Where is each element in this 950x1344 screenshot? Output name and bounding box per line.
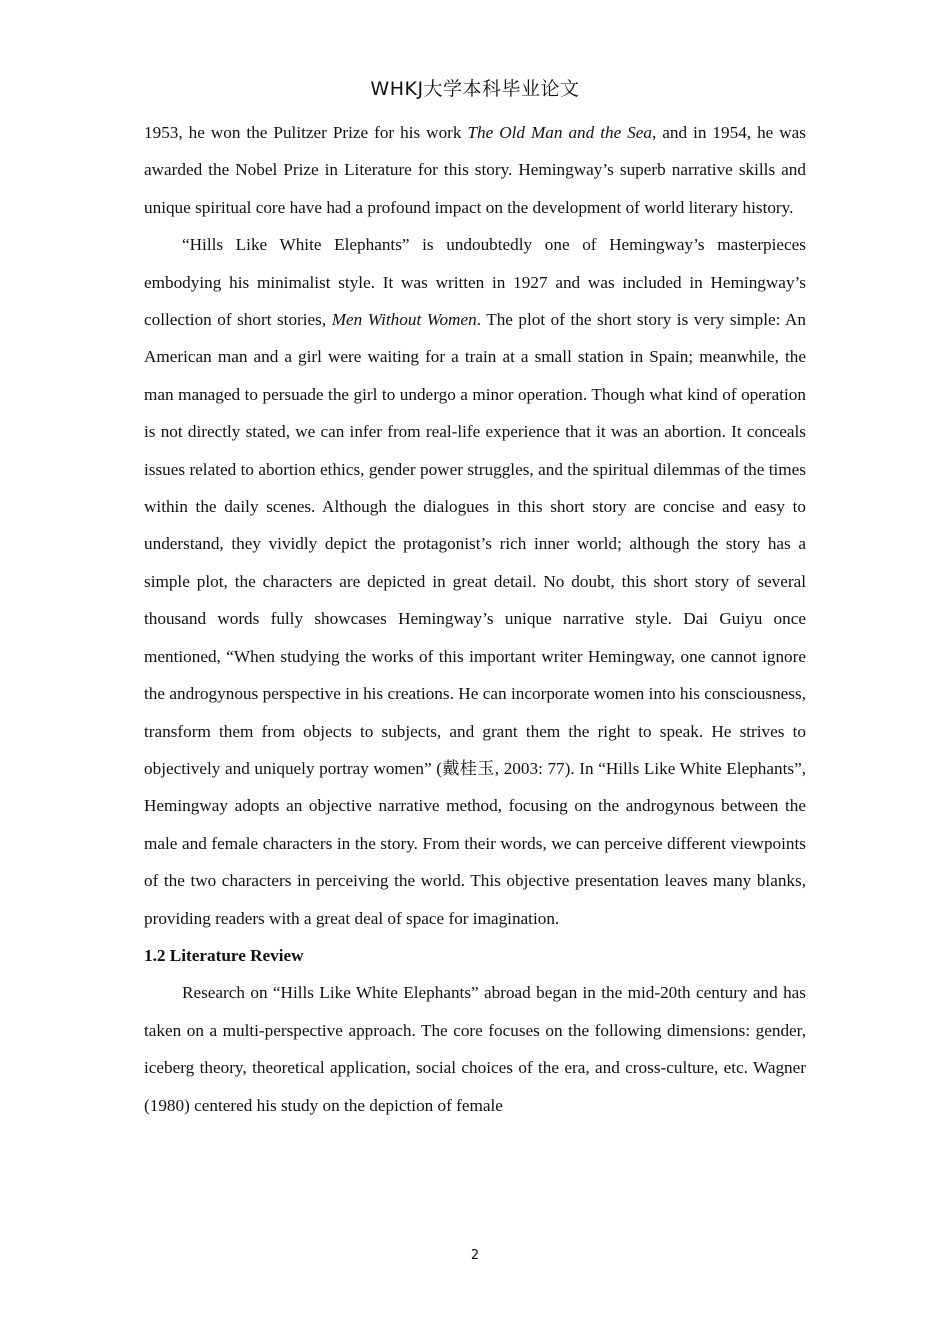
paragraph-1-text-before: 1953, he won the Pulitzer Prize for his work [144,123,468,142]
section-heading-literature-review: 1.2 Literature Review [144,945,304,965]
paragraph-2-book-title: Men Without Women [331,310,477,330]
page-number: 2 [470,1248,480,1263]
paragraph-1-text-after: , and in 1954, he was awarded the Nobel Prize in Literature for this story. Hemingway’s superb narrative skills and unique spiritual core have had a profound impact on the development of world literary history. [144,123,806,217]
running-header: WHKJ大学本科毕业论文 [370,78,580,100]
page-body [144,114,806,1124]
paragraph-2 [144,226,806,937]
paragraph-2-text-after: . The plot of the short story is very simple: An American man and a girl were waiting for a train at a small station in Spain; meanwhile, the man managed to persuade the girl to undergo a minor operation. Though what kind of operation is not directly stated, we can infer from real-life experience that it was an abortion. It conceals issues related to abortion ethics, gender power struggles, and the spiritual dilemmas of the times within the daily scenes. Although the dialogues in this short story are concise and easy to understand, they vividly depict the protagonist’s rich inner world; although the story has a simple plot, the characters are depicted in great detail. No doubt, this short story of several thousand words fully showcases Hemingway’s unique narrative style. Dai Guiyu once mentioned, “When studying the works of this important writer Hemingway, one cannot ignore the androgynous perspective in his creations. He can incorporate women into his consciousness, transform them from objects to subjects, and grant them the right to speak. He strives to objectively and uniquely portray women” (戴桂玉, 2003: 77). In “Hills Like White Elephants”, Hemingway adopts an objective narrative method, focusing on the androgynous between the male and female characters in the story. From their words, we can perceive different viewpoints of the two characters in perceiving the world. This objective presentation leaves many blanks, providing readers with a great deal of space for imagination. [144,310,806,928]
paragraph-3: Research on “Hills Like White Elephants” abroad began in the mid-20th century and has taken on a multi-perspective approach. The core focuses on the following dimensions: gender, iceberg theory, theoretical application, social choices of the era, and cross-culture, etc. Wagner (1980) centered his study on the depiction of female [144,983,806,1115]
paragraph-1-book-title: The Old Man and the Sea [467,123,653,142]
paragraph-2-text-before: “Hills Like White Elephants” is undoubtedly one of Hemingway’s masterpieces embodying his minimalist style. It was written in 1927 and was included in Hemingway’s collection of short stories, [144,235,806,330]
paragraph-1 [144,114,806,226]
